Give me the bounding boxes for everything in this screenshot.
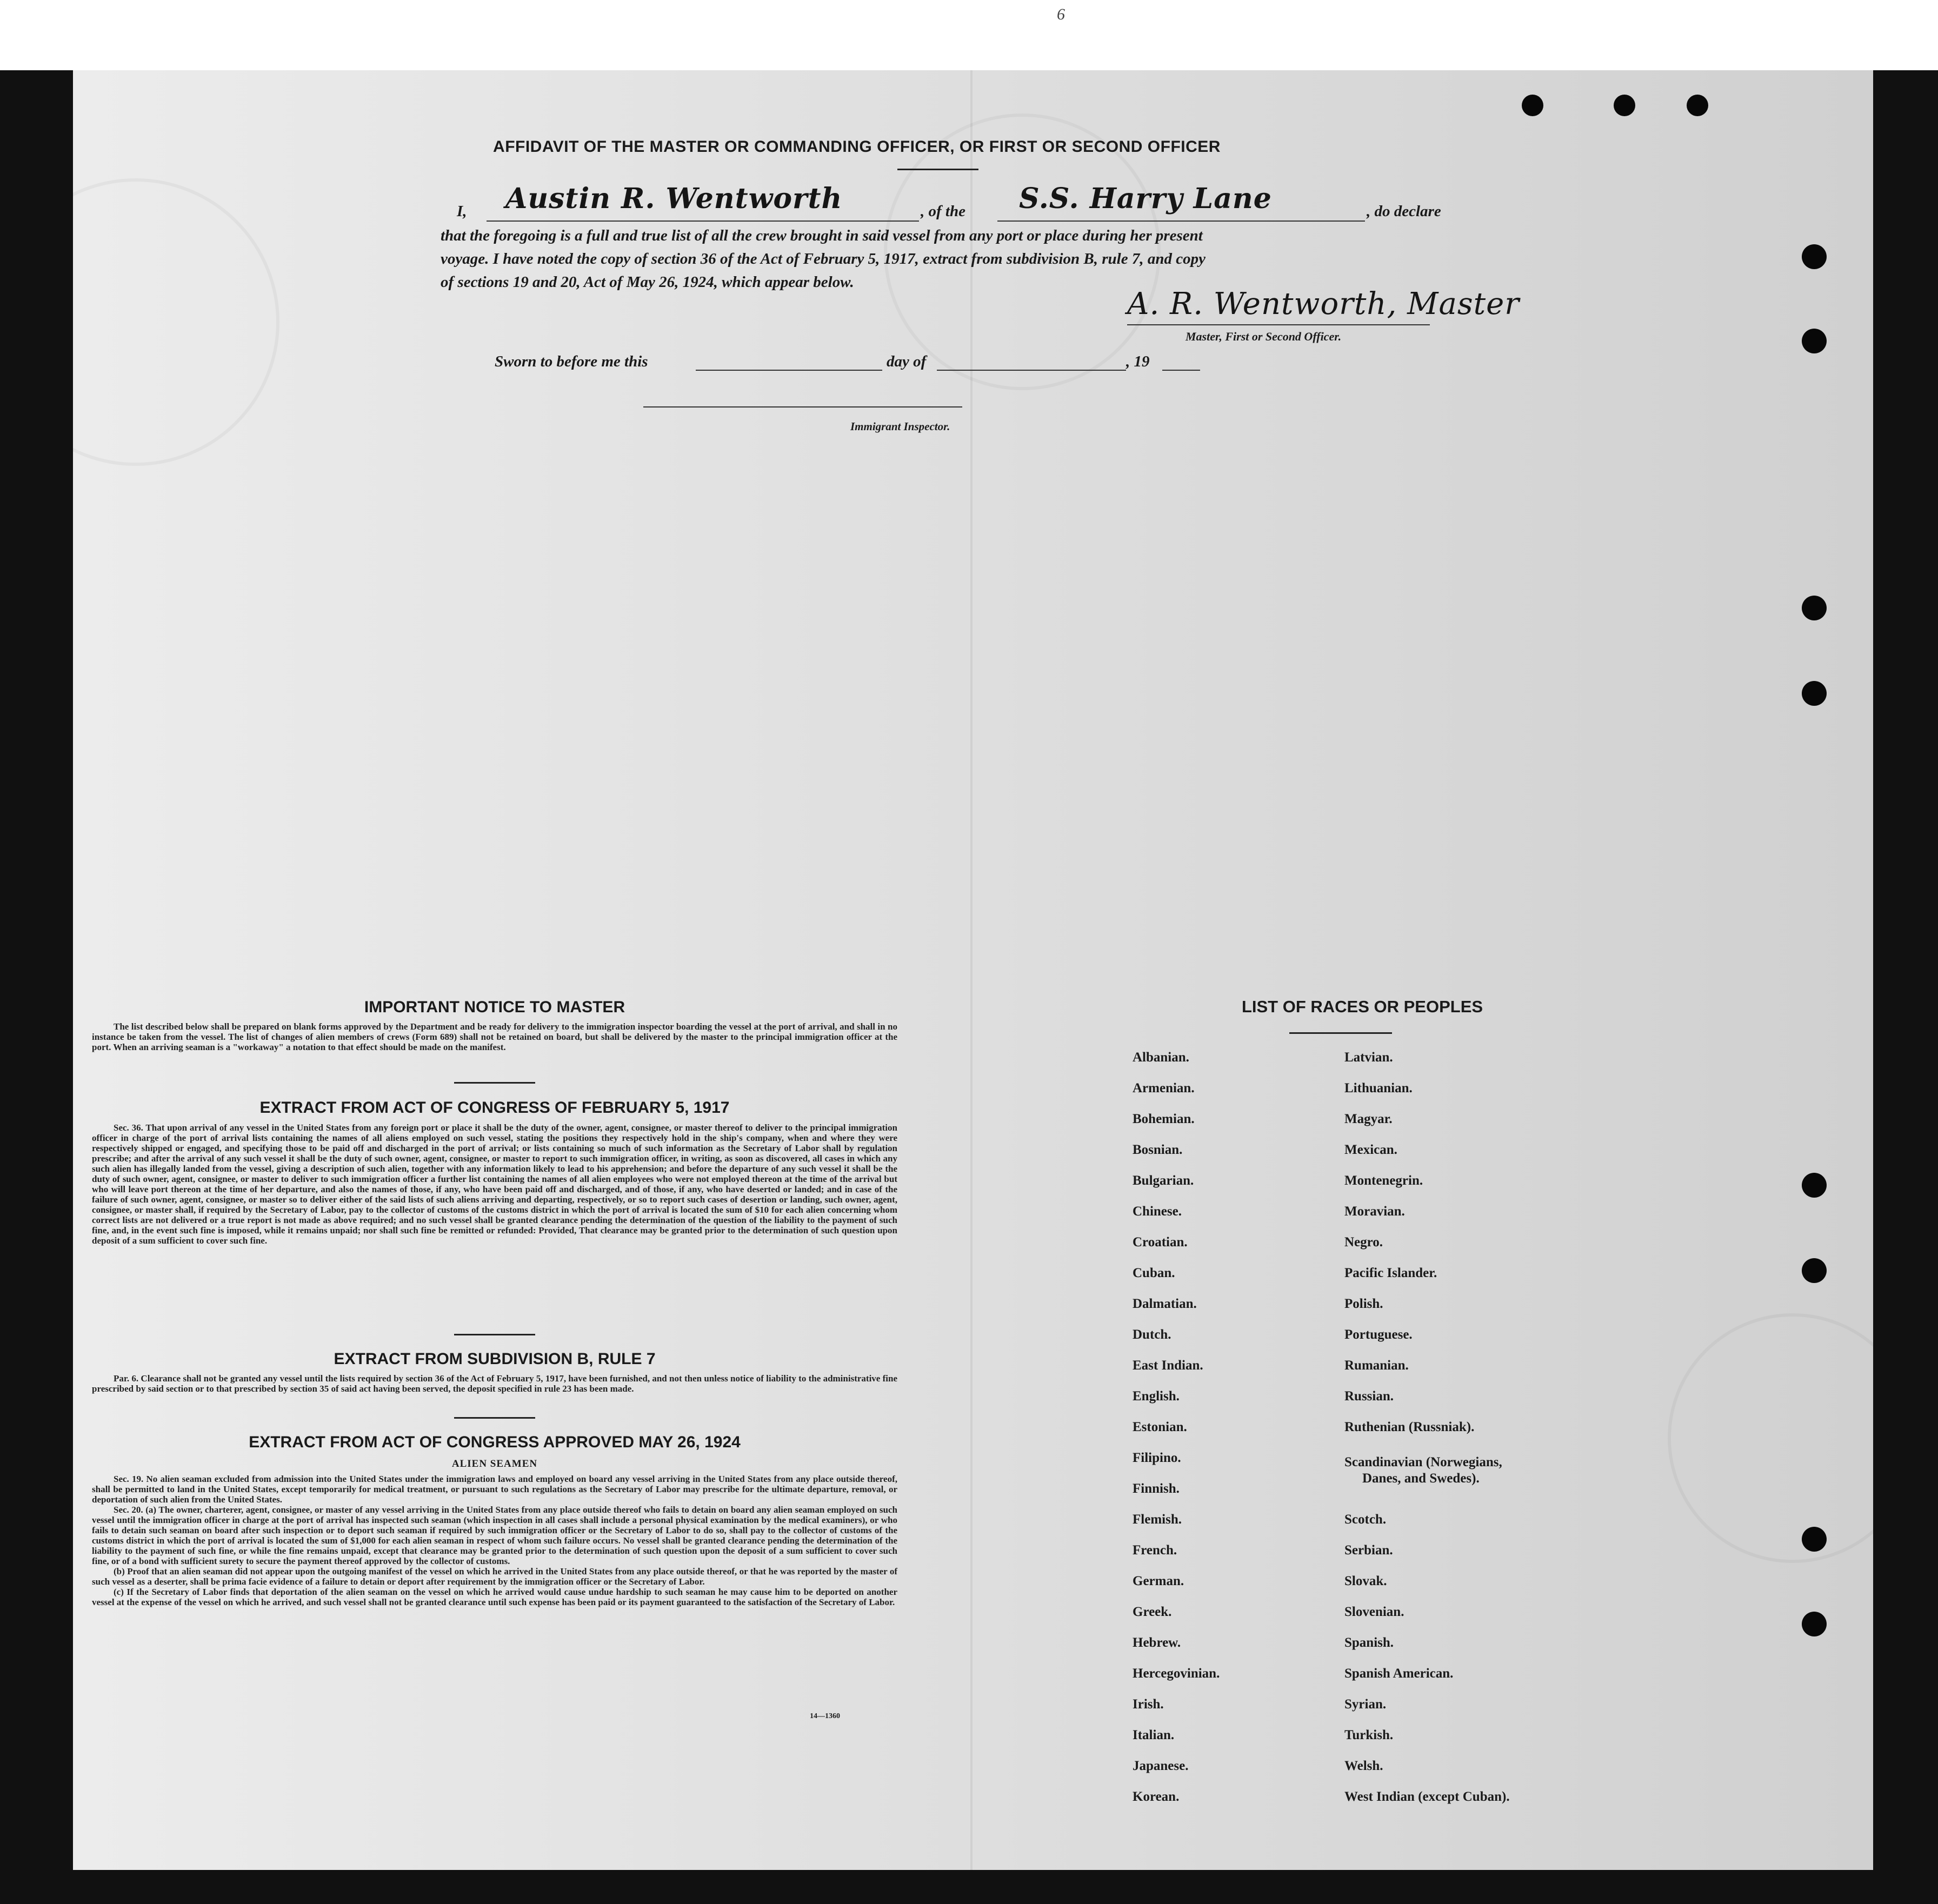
race-russian: Russian. [1344,1389,1394,1404]
officer-name: Austin R. Wentworth [505,182,843,215]
race-hebrew: Hebrew. [1133,1635,1181,1650]
race-spanish-american: Spanish American. [1344,1666,1454,1681]
race-magyar: Magyar. [1344,1112,1393,1126]
race-west-indian: West Indian (except Cuban). [1344,1789,1510,1804]
divider-rule [454,1417,535,1419]
race-latvian: Latvian. [1344,1050,1393,1065]
race-filipino: Filipino. [1133,1451,1181,1465]
race-ruthenian: Ruthenian (Russniak). [1344,1420,1475,1434]
race-scotch: Scotch. [1344,1512,1387,1527]
notice-text [92,1021,897,1052]
sec-36-paragraph: Sec. 36. That upon arrival of any vessel in the United States from any foreign port or place it shall be the duty of the owner, agent, consignee, or master thereof to deliver to the principal immigration officer in charge of the port of arrival lists containing the names of all aliens employed on such vessel, stating the positions they respectively hold in the ship's company, when and where they were respectively shipped or engaged, and specifying those to be paid off and discharged in the port of arrival; or lists containing so much of such information as the Secretary of Labor shall by regulation prescribe; and after the arrival of any such vessel it shall be the duty of such owner, agent, consignee, or master to report to such immigration officer, in writing, as soon as discovered, all cases in which any such alien has illegally landed from the vessel, giving a description of such alien, together with any information likely to lead to his apprehension; and before the departure of any such vessel it shall be the duty of such owner, agent, consignee, or master to deliver to such immigration officer a further list containing the names of all alien employees who were not employed thereon at the time of the arrival but who will leave port thereon at the time of her departure, and also the names of those, if any, who have been paid off and discharged, and of those, if any, who have deserted or landed; and in case of the failure of such owner, agent, consignee, or master so to deliver either of the said lists of such aliens arriving and departing, respectively, or so to report such cases of desertion or landing, such owner, agent, consignee, or master shall, if required by the Secretary of Labor, pay to the collector of customs of the customs district in which the port of arrival is located the sum of $10 for each alien concerning whom correct lists are not delivered or a true report is not made as above required; and no such vessel shall be granted clearance pending the determination of the question of the liability to the payment of such fine, and, in the event such fine is imposed, while it remains unpaid; nor shall such fine be remitted or refunded: Provided, That clearance may be granted prior to the determination of such question upon deposit of a sum sufficient to cover such fine. [92,1123,897,1246]
punch-hole [1802,681,1827,706]
race-lithuanian: Lithuanian. [1344,1081,1413,1095]
races-title: LIST OF RACES OR PEOPLES [1241,997,1483,1016]
sworn-day-field[interactable] [696,350,882,371]
sworn-month-field[interactable] [937,350,1126,371]
signature-line[interactable] [1127,324,1430,325]
sworn-prefix: Sworn to before me this [495,353,648,370]
extract-1917-title: EXTRACT FROM ACT OF CONGRESS OF FEBRUARY 5, 1917 [259,1099,730,1117]
race-italian: Italian. [1133,1728,1175,1742]
race-rumanian: Rumanian. [1344,1358,1409,1373]
race-montenegrin: Montenegrin. [1344,1173,1423,1188]
race-bosnian: Bosnian. [1133,1143,1183,1157]
rule7-text [92,1373,897,1394]
rule7-title: EXTRACT FROM SUBDIVISION B, RULE 7 [334,1350,656,1368]
notice-title: IMPORTANT NOTICE TO MASTER [364,998,625,1016]
affidavit-line-1 [457,182,1587,227]
punch-hole [1802,244,1827,269]
race-serbian: Serbian. [1344,1543,1393,1558]
race-turkish: Turkish. [1344,1728,1394,1742]
punch-hole [1802,1258,1827,1283]
race-welsh: Welsh. [1344,1759,1383,1773]
race-chinese: Chinese. [1133,1204,1182,1219]
watermark-seal [1668,1313,1873,1563]
race-scandinavian-cont: Danes, and Swedes). [1362,1471,1480,1486]
race-syrian: Syrian. [1344,1697,1387,1712]
race-slovenian: Slovenian. [1344,1605,1404,1619]
punch-hole [1802,1527,1827,1552]
alien-seamen-subtitle: ALIEN SEAMEN [451,1458,538,1469]
notice-paragraph: The list described below shall be prepared on blank forms approved by the Department and be ready for delivery to the immigration inspector boarding the vessel at the port of arrival, and shall in no instance be taken from the vessel. The list of changes of alien members of crews (Form 689) shall not be retained on board, but shall be delivered by the master to the principal immigration officer at the port. When an arriving seaman is a "workaway" a notation to that effect should be made on the manifest. [92,1021,897,1052]
race-estonian: Estonian. [1133,1420,1187,1434]
punch-hole [1802,1173,1827,1198]
sec-19-paragraph: Sec. 19. No alien seaman excluded from admission into the United States under the immigration laws and employed on board any vessel arriving in the United States from any place outside thereof, shall be permitted to land in the United States, except temporarily for medical treatment, or pursuant to such regulations as the Secretary of Labor may prescribe for the ultimate departure, removal, or deportation of such alien from the United States. [92,1474,897,1505]
race-flemish: Flemish. [1133,1512,1182,1527]
extract-1924-title: EXTRACT FROM ACT OF CONGRESS APPROVED MAY 26, 1924 [249,1433,741,1451]
sworn-year: , 19 [1126,353,1150,370]
race-armenian: Armenian. [1133,1081,1195,1095]
punch-hole [1687,95,1708,116]
punch-hole [1522,95,1543,116]
race-east-indian: East Indian. [1133,1358,1203,1373]
race-portuguese: Portuguese. [1344,1327,1413,1342]
sworn-year-field[interactable] [1162,350,1200,371]
race-cuban: Cuban. [1133,1266,1175,1280]
punch-hole [1614,95,1635,116]
race-german: German. [1133,1574,1184,1588]
form-number: 14—1360 [810,1712,840,1720]
punch-hole [1802,1612,1827,1636]
race-slovak: Slovak. [1344,1574,1387,1588]
races-title-rule [1289,1032,1392,1034]
punch-hole [1802,329,1827,353]
extract-1924-text [92,1474,897,1607]
sec-20b-paragraph: (b) Proof that an alien seaman did not appear upon the outgoing manifest of the vessel on which he arrived in the United States from any place outside thereof, or that he was reported by the master of such vessel as a deserter, shall be prima facie evidence of a failure to detain or deport after requirement by the immigration officer or the Secretary of Labor. [92,1566,897,1587]
race-greek: Greek. [1133,1605,1172,1619]
sec-20a-paragraph: Sec. 20. (a) The owner, charterer, agent, consignee, or master of any vessel arriving in the United States from any place outside thereof who fails to detain on board any alien seaman employed on such vessel until the immigration officer in charge at the port of arrival has inspected such seaman (which inspection in all cases shall include a personal physical examination by the medical examiners), or who fails to detain such seaman on board after such inspection or to deport such seaman if required by such immigration officer or the Secretary of Labor to do so, shall pay to the collector of customs of the customs district in which the port of arrival is located the sum of $1,000 for each alien seaman in respect of whom such failure occurs. No vessel shall be granted clearance pending the determination of the liability to the payment of such fine, or while the fine remains unpaid, except that clearance may be granted prior to the determination of such question upon the deposit of a sum sufficient to cover such fine, or of a bond with sufficient surety to secure the payment thereof approved by the collector of customs. [92,1505,897,1566]
race-japanese: Japanese. [1133,1759,1189,1773]
race-english: English. [1133,1389,1180,1404]
scan-border [0,0,1938,70]
race-croatian: Croatian. [1133,1235,1188,1250]
race-spanish: Spanish. [1344,1635,1394,1650]
document-page [73,70,1873,1870]
corner-mark: 6 [1057,5,1065,23]
sworn-day-of: day of [887,353,927,370]
race-bohemian: Bohemian. [1133,1112,1195,1126]
title-rule [897,169,978,170]
race-negro: Negro. [1344,1235,1383,1250]
sworn-line [495,350,1262,377]
race-albanian: Albanian. [1133,1050,1189,1065]
race-moravian: Moravian. [1344,1204,1405,1219]
affidavit-line-2: that the foregoing is a full and true list of all the crew brought in said vessel from any port or place during her present [441,227,1203,244]
inspector-caption: Immigrant Inspector. [850,420,950,433]
affidavit-prefix: I, [457,203,467,220]
race-pacific-islander: Pacific Islander. [1344,1266,1437,1280]
race-dutch: Dutch. [1133,1327,1171,1342]
divider-rule [454,1082,535,1084]
watermark-seal [73,178,279,466]
race-bulgarian: Bulgarian. [1133,1173,1194,1188]
sec-20c-paragraph: (c) If the Secretary of Labor finds that deportation of the alien seaman on the vessel on which he arrived would cause undue hardship to such seaman he may cause him to be deported on another vessel at the expense of the vessel on which he arrived, and such vessel shall not be granted clearance until such expense has been paid or its payment guaranteed to the satisfaction of the Secretary of Labor. [92,1587,897,1607]
affidavit-line-3: voyage. I have noted the copy of section 36 of the Act of February 5, 1917, extract from subdivision B, rule 7, and copy [441,250,1206,268]
affidavit-declare: , do declare [1367,203,1441,220]
race-mexican: Mexican. [1344,1143,1397,1157]
race-scandinavian: Scandinavian (Norwegians, [1344,1455,1502,1469]
par-6-paragraph: Par. 6. Clearance shall not be granted any vessel until the lists required by section 36 of the Act of February 5, 1917, have been furnished, and not then unless notice of liability to the administrative fine prescribed by said section or to that prescribed by section 35 of said act having been served, the deposit specified in rule 23 has been made. [92,1373,897,1394]
signature-caption: Master, First or Second Officer. [1186,330,1342,343]
affidavit-of-the: , of the [921,203,965,220]
race-dalmatian: Dalmatian. [1133,1297,1197,1311]
divider-rule [454,1334,535,1335]
race-hercegovinian: Hercegovinian. [1133,1666,1220,1681]
vessel-name: S.S. Harry Lane [1019,182,1272,215]
master-signature: A. R. Wentworth, Master [1127,286,1520,322]
affidavit-title: AFFIDAVIT OF THE MASTER OR COMMANDING OFFICER, OR FIRST OR SECOND OFFICER [493,138,1221,156]
punch-hole [1802,596,1827,620]
affidavit-line-4: of sections 19 and 20, Act of May 26, 1924, which appear below. [441,273,854,291]
race-finnish: Finnish. [1133,1481,1180,1496]
inspector-line[interactable] [643,406,962,407]
extract-1917-text [92,1123,897,1246]
race-irish: Irish. [1133,1697,1164,1712]
race-french: French. [1133,1543,1177,1558]
race-korean: Korean. [1133,1789,1180,1804]
race-polish: Polish. [1344,1297,1383,1311]
